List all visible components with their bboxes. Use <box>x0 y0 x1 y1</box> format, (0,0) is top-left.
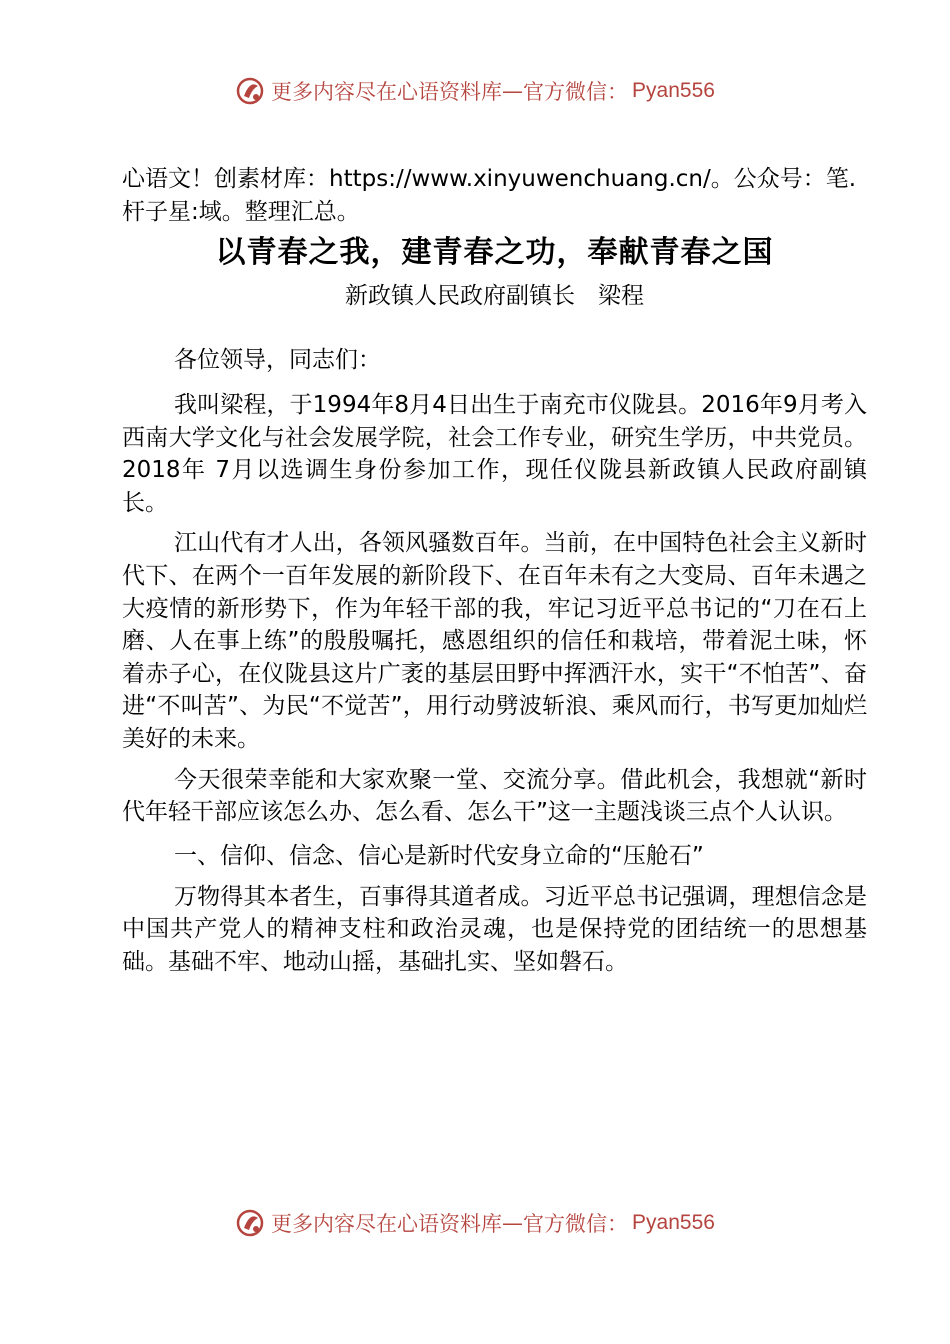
watermark-wechat-id: Pyan556 <box>632 79 715 102</box>
header-watermark <box>0 76 950 106</box>
watermark-wechat-id: Pyan556 <box>632 1211 715 1234</box>
red-circle-logo-icon <box>235 1208 265 1238</box>
watermark-text: 更多内容尽在心语资料库 <box>271 1212 503 1236</box>
document-title: 以青春之我，建青春之功，奉献青春之国 <box>215 235 774 270</box>
paragraph-2: 江山代有才人出，各领风骚数百年。当前，在中国特色社会主义新时代下、在两个一百年发展的新阶段下、在百年未有之大变局、百年未遇之大疫情的新形势下，作为年轻干部的我，牢记习近平总书记的“刀在石上磨、人在事上练”的殷殷嘱托，感恩组织的信任和栽培，带着泥土味，怀着赤子心，在仪陇县这片广袤的基层田野中挥洒汗水，实干“不怕苦”、奋进“不叫苦”、为民“不觉苦”，用行动劈波斩浪、乘风而行，书写更加灿烂美好的未来。 <box>122 530 867 752</box>
paragraph-3: 今天很荣幸能和大家欢聚一堂、交流分享。借此机会，我想就“新时代年轻干部应该怎么办、怎么看、怎么干”这一主题浅谈三点个人认识。 <box>122 766 867 826</box>
paragraph-1: 我叫梁程，于1994年8月4日出生于南充市仪陇县。2016年9月考入西南大学文化与社会发展学院，社会工作专业，研究生学历，中共党员。2018年 7月以选调生身份参加工作，现任仪陇县新政镇人民政府副镇长。 <box>122 392 867 516</box>
footer-watermark <box>0 1208 950 1238</box>
document-author: 新政镇人民政府副镇长 梁程 <box>345 283 644 309</box>
section-heading-1: 一、信仰、信念、信心是新时代安身立命的“压舱石” <box>174 842 704 869</box>
watermark-text: 更多内容尽在心语资料库 <box>271 80 503 104</box>
source-note: 心语文！创素材库：https://www.xinyuwenchuang.cn/。公众号：笔.杆子星:域。整理汇总。 <box>122 166 857 225</box>
watermark-dash: — <box>502 79 524 103</box>
watermark-wechat-label: 官方微信： <box>523 1212 629 1236</box>
paragraph-4: 万物得其本者生，百事得其道者成。习近平总书记强调，理想信念是中国共产党人的精神支柱和政治灵魂，也是保持党的团结统一的思想基础。基础不牢、地动山摇，基础扎实、坚如磐石。 <box>122 883 867 975</box>
salutation: 各位领导，同志们： <box>174 347 381 373</box>
watermark-wechat-label: 官方微信： <box>523 80 629 104</box>
watermark-dash: — <box>502 1211 524 1235</box>
document-body <box>122 163 867 979</box>
red-circle-logo-icon <box>235 76 265 106</box>
